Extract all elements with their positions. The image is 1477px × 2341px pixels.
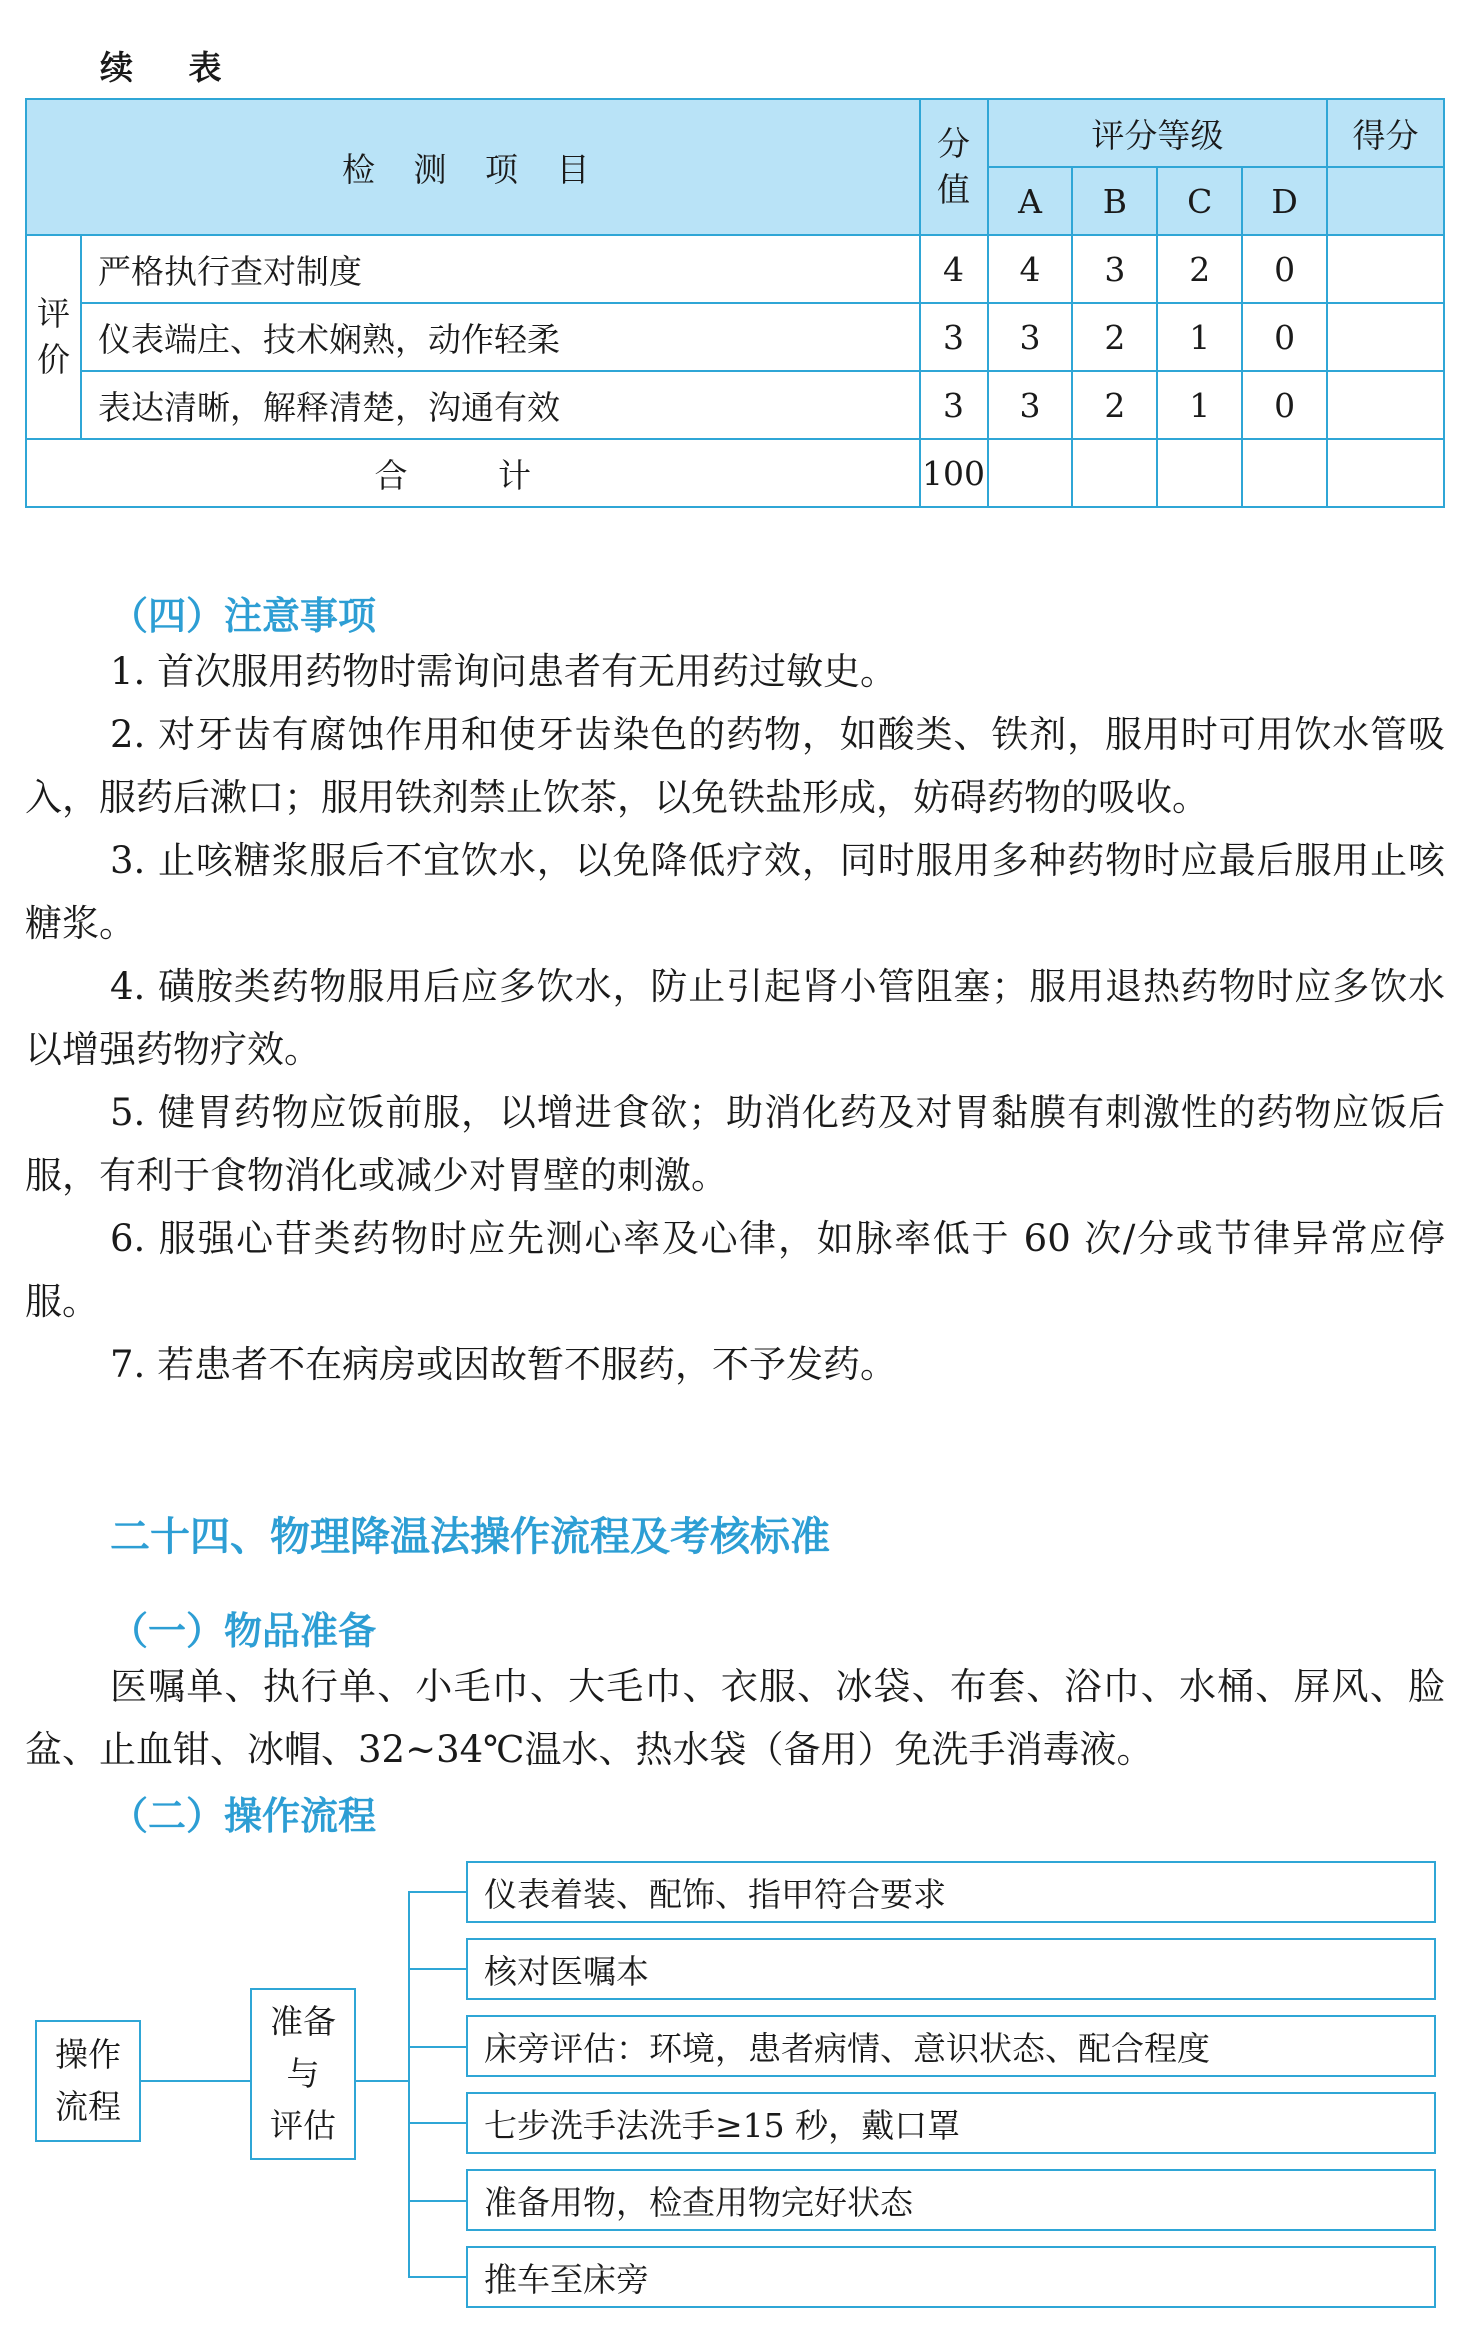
flow-step: 准备用物，检查用物完好状态 bbox=[466, 2169, 1436, 2231]
total-label: 合 计 bbox=[26, 439, 920, 507]
note-item-6: 6. 服强心苷类药物时应先测心率及心律，如脉率低于 60 次/分或节律异常应停服。 bbox=[25, 1217, 1445, 1323]
row-item: 表达清晰，解释清楚，沟通有效 bbox=[81, 371, 920, 439]
grade-d: D bbox=[1242, 167, 1327, 235]
row-got bbox=[1327, 235, 1444, 303]
row-c: 1 bbox=[1157, 303, 1242, 371]
row-b: 2 bbox=[1072, 371, 1157, 439]
score-table bbox=[25, 98, 1445, 508]
connector-branch bbox=[408, 2200, 466, 2202]
total-score: 100 bbox=[920, 439, 988, 507]
note-item-3: 3. 止咳糖浆服后不宜饮水，以免降低疗效，同时服用多种药物时应最后服用止咳糖浆。 bbox=[25, 839, 1445, 945]
grade-b: B bbox=[1072, 167, 1157, 235]
header-grade: 评分等级 bbox=[988, 99, 1328, 167]
grade-a: A bbox=[988, 167, 1073, 235]
connector-trunk bbox=[408, 1891, 410, 2277]
row-d: 0 bbox=[1242, 303, 1327, 371]
row-score: 4 bbox=[920, 235, 988, 303]
total-got bbox=[1327, 439, 1444, 507]
table-header-row bbox=[26, 99, 1444, 167]
got-blank bbox=[1327, 167, 1444, 235]
row-a: 4 bbox=[988, 235, 1073, 303]
total-d bbox=[1242, 439, 1327, 507]
flow-root-box: 操作 流程 bbox=[35, 2020, 141, 2142]
total-a bbox=[988, 439, 1073, 507]
table-row bbox=[26, 235, 1444, 303]
connector-branch bbox=[408, 1968, 466, 1970]
total-c bbox=[1157, 439, 1242, 507]
row-c: 2 bbox=[1157, 235, 1242, 303]
flow-section-title: （二）操作流程 bbox=[110, 1794, 377, 1838]
row-item: 仪表端庄、技术娴熟，动作轻柔 bbox=[81, 303, 920, 371]
prep-text: 医嘱单、执行单、小毛巾、大毛巾、衣服、冰袋、布套、浴巾、水桶、屏风、脸盆、止血钳、冰帽、32~34℃温水、热水袋（备用）免洗手消毒液。 bbox=[25, 1665, 1445, 1771]
group-label: 评 价 bbox=[26, 235, 81, 439]
row-b: 3 bbox=[1072, 235, 1157, 303]
notes-list bbox=[0, 640, 1477, 1396]
row-got bbox=[1327, 303, 1444, 371]
header-got: 得分 bbox=[1327, 99, 1444, 167]
connector-branch bbox=[408, 1891, 466, 1893]
connector-branch bbox=[408, 2276, 466, 2278]
total-row bbox=[26, 439, 1444, 507]
row-d: 0 bbox=[1242, 235, 1327, 303]
chapter-title: 二十四、物理降温法操作流程及考核标准 bbox=[110, 1514, 830, 1560]
note-item-2: 2. 对牙齿有腐蚀作用和使牙齿染色的药物，如酸类、铁剂，服用时可用饮水管吸入，服药后漱口；服用铁剂禁止饮茶，以免铁盐形成，妨碍药物的吸收。 bbox=[25, 713, 1445, 819]
connector-branch bbox=[408, 2122, 466, 2124]
row-score: 3 bbox=[920, 303, 988, 371]
connector-root bbox=[141, 2080, 250, 2082]
total-b bbox=[1072, 439, 1157, 507]
flow-step: 核对医嘱本 bbox=[466, 1938, 1436, 2000]
flow-step: 七步洗手法洗手≥15 秒，戴口罩 bbox=[466, 2092, 1436, 2154]
note-item-4: 4. 磺胺类药物服用后应多饮水，防止引起肾小管阻塞；服用退热药物时应多饮水以增强药物疗效。 bbox=[25, 965, 1445, 1071]
prep-section-title: （一）物品准备 bbox=[110, 1609, 377, 1653]
flow-step: 推车至床旁 bbox=[466, 2246, 1436, 2308]
row-a: 3 bbox=[988, 303, 1073, 371]
table-row bbox=[26, 303, 1444, 371]
row-b: 2 bbox=[1072, 303, 1157, 371]
row-item: 严格执行查对制度 bbox=[81, 235, 920, 303]
row-score: 3 bbox=[920, 371, 988, 439]
note-item-5: 5. 健胃药物应饭前服，以增进食欲；助消化药及对胃黏膜有刺激性的药物应饭后服，有利于食物消化或减少对胃壁的刺激。 bbox=[25, 1091, 1445, 1197]
header-score: 分 值 bbox=[920, 99, 988, 235]
flow-step: 床旁评估：环境，患者病情、意识状态、配合程度 bbox=[466, 2015, 1436, 2077]
row-d: 0 bbox=[1242, 371, 1327, 439]
note-item-7: 7. 若患者不在病房或因故暂不服药，不予发药。 bbox=[110, 1343, 898, 1386]
flow-prepare-box: 准备 与 评估 bbox=[250, 1988, 356, 2160]
grade-c: C bbox=[1157, 167, 1242, 235]
note-item-1: 1. 首次服用药物时需询问患者有无用药过敏史。 bbox=[110, 650, 898, 693]
flow-step: 仪表着装、配饰、指甲符合要求 bbox=[466, 1861, 1436, 1923]
row-a: 3 bbox=[988, 371, 1073, 439]
connector-mid bbox=[356, 2080, 408, 2082]
continued-table-label: 续 表 bbox=[100, 48, 244, 87]
notes-section-title: （四）注意事项 bbox=[110, 594, 377, 638]
row-got bbox=[1327, 371, 1444, 439]
header-item: 检 测 项 目 bbox=[26, 99, 920, 235]
row-c: 1 bbox=[1157, 371, 1242, 439]
table-row bbox=[26, 371, 1444, 439]
connector-branch bbox=[408, 2046, 466, 2048]
